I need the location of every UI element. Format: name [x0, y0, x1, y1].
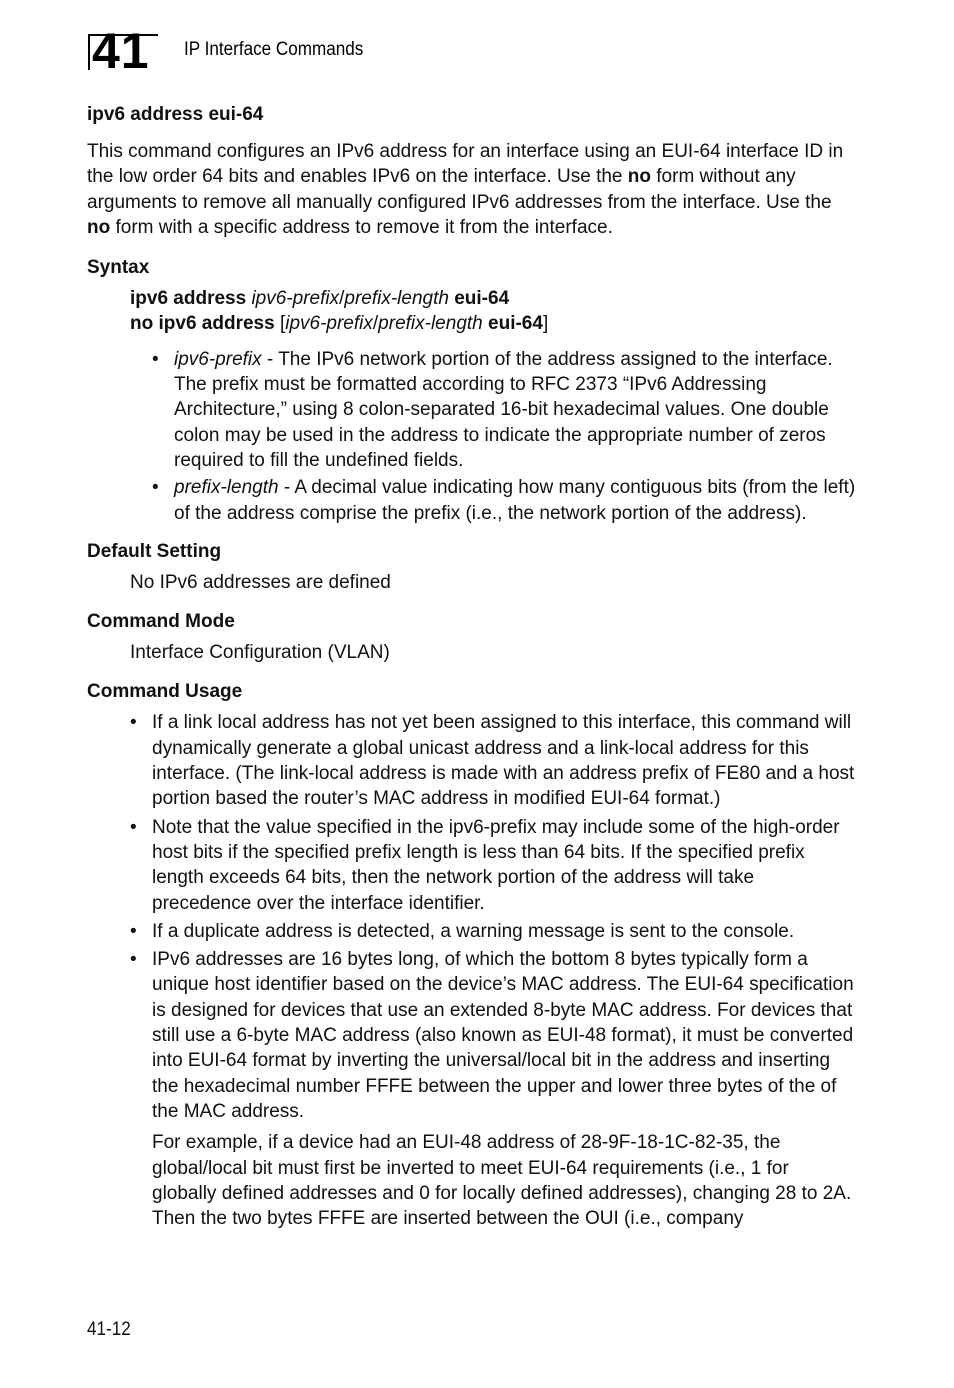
bullet-icon: •	[130, 712, 137, 734]
command-usage-heading: Command Usage	[87, 681, 243, 703]
command-mode-heading: Command Mode	[87, 611, 235, 633]
parameter-name: prefix-length	[174, 477, 279, 499]
list-item	[130, 815, 857, 916]
command-description	[87, 139, 857, 240]
description-text: form with a specific address to remove it from the interface.	[110, 216, 613, 238]
list-item	[152, 475, 857, 526]
usage-example-paragraph: For example, if a device had an EUI-48 address of 28-9F-18-1C-82-35, the global/local bit must first be inverted to meet EUI-64 requirements (i.e., 1 for globally defined addresses and 0 for locally defined addresses), changing 28 to 2A. Then the two bytes FFFE are inserted between the OUI (i.e., company	[152, 1132, 852, 1230]
default-setting-value: No IPv6 addresses are defined	[130, 571, 391, 593]
page-number: 41-12	[87, 1319, 131, 1340]
syntax-heading: Syntax	[87, 257, 150, 279]
list-item	[152, 347, 857, 473]
chapter-number: 41	[92, 23, 150, 79]
syntax-argument: prefix-length	[344, 288, 449, 310]
parameter-name: ipv6-prefix	[174, 348, 262, 370]
no-keyword: no	[627, 166, 651, 188]
bullet-icon: •	[130, 920, 137, 942]
syntax-argument: prefix-length	[378, 313, 483, 335]
description-text: This command configures an IPv6 address for an interface using an EUI-64 interface ID in the low order 64 bits and enables IPv6 on the interface. Use the	[87, 141, 844, 188]
syntax-keyword: eui-64	[454, 288, 510, 310]
description-text: form without any arguments to remove all manually configured IPv6 addresses from the interface. Use the	[87, 166, 832, 213]
bullet-icon: •	[152, 477, 159, 499]
syntax-bracket: ]	[542, 313, 549, 335]
usage-text: Note that the value specified in the ipv6-prefix may include some of the high-order host bits if the specified prefix length is less than 64 bits. If the specified prefix length exceeds 64 bits, then the network portion of the address will take precedence over the interface identifier.	[152, 816, 840, 914]
syntax-argument: ipv6-prefix	[251, 288, 340, 310]
syntax-keyword: eui-64	[488, 313, 543, 335]
list-item	[130, 947, 857, 1231]
no-keyword: no	[87, 216, 111, 238]
parameter-list	[152, 347, 857, 526]
syntax-bracket: [	[279, 313, 286, 335]
running-header-title: IP Interface Commands	[184, 39, 364, 60]
syntax-command: no ipv6 address	[130, 313, 275, 335]
syntax-separator: /	[339, 288, 345, 310]
syntax-line-no	[130, 311, 857, 336]
usage-text: If a link local address has not yet been assigned to this interface, this command will dynamically generate a global unicast address and a link-local address for this interface. (The link-local address is made with an address prefix of FE80 and a host portion based the router’s MAC address in modified EUI-64 format.)	[152, 712, 855, 810]
list-item	[130, 919, 857, 944]
parameter-description: - A decimal value indicating how many contiguous bits (from the left) of the address comprise the prefix (i.e., the network portion of the address).	[174, 477, 856, 524]
bullet-icon: •	[152, 348, 159, 370]
syntax-separator: /	[372, 313, 379, 335]
default-setting-heading: Default Setting	[87, 540, 222, 562]
usage-text: IPv6 addresses are 16 bytes long, of which the bottom 8 bytes typically form a unique host identifier based on the device’s MAC address. The EUI-64 specification is designed for devices that use an extended 8-byte MAC address. For devices that still use a 6-byte MAC address (also known as EUI-48 format), it must be converted into EUI-64 format by inverting the universal/local bit in the address and inserting the hexadecimal number FFFE between the upper and lower three bytes of the of the MAC address.	[152, 949, 854, 1122]
parameter-description: - The IPv6 network portion of the address assigned to the interface. The prefix must be formatted according to RFC 2373 “IPv6 Addressing Architecture,” using 8 colon-separated 16-bit hexadecimal values. One double colon may be used in the address to indicate the appropriate number of zeros required to fill the undefined fields.	[174, 348, 833, 471]
usage-list	[130, 710, 857, 1231]
usage-text: If a duplicate address is detected, a warning message is sent to the console.	[152, 920, 795, 942]
page-content	[87, 102, 857, 1234]
command-mode-value: Interface Configuration (VLAN)	[130, 642, 390, 664]
syntax-block	[130, 286, 857, 337]
syntax-line	[130, 286, 857, 311]
syntax-argument: ipv6-prefix	[285, 313, 373, 335]
command-title: ipv6 address eui-64	[87, 104, 264, 125]
list-item	[130, 710, 857, 811]
bullet-icon: •	[130, 816, 137, 838]
syntax-command: ipv6 address	[130, 288, 247, 310]
bullet-icon: •	[130, 949, 137, 971]
